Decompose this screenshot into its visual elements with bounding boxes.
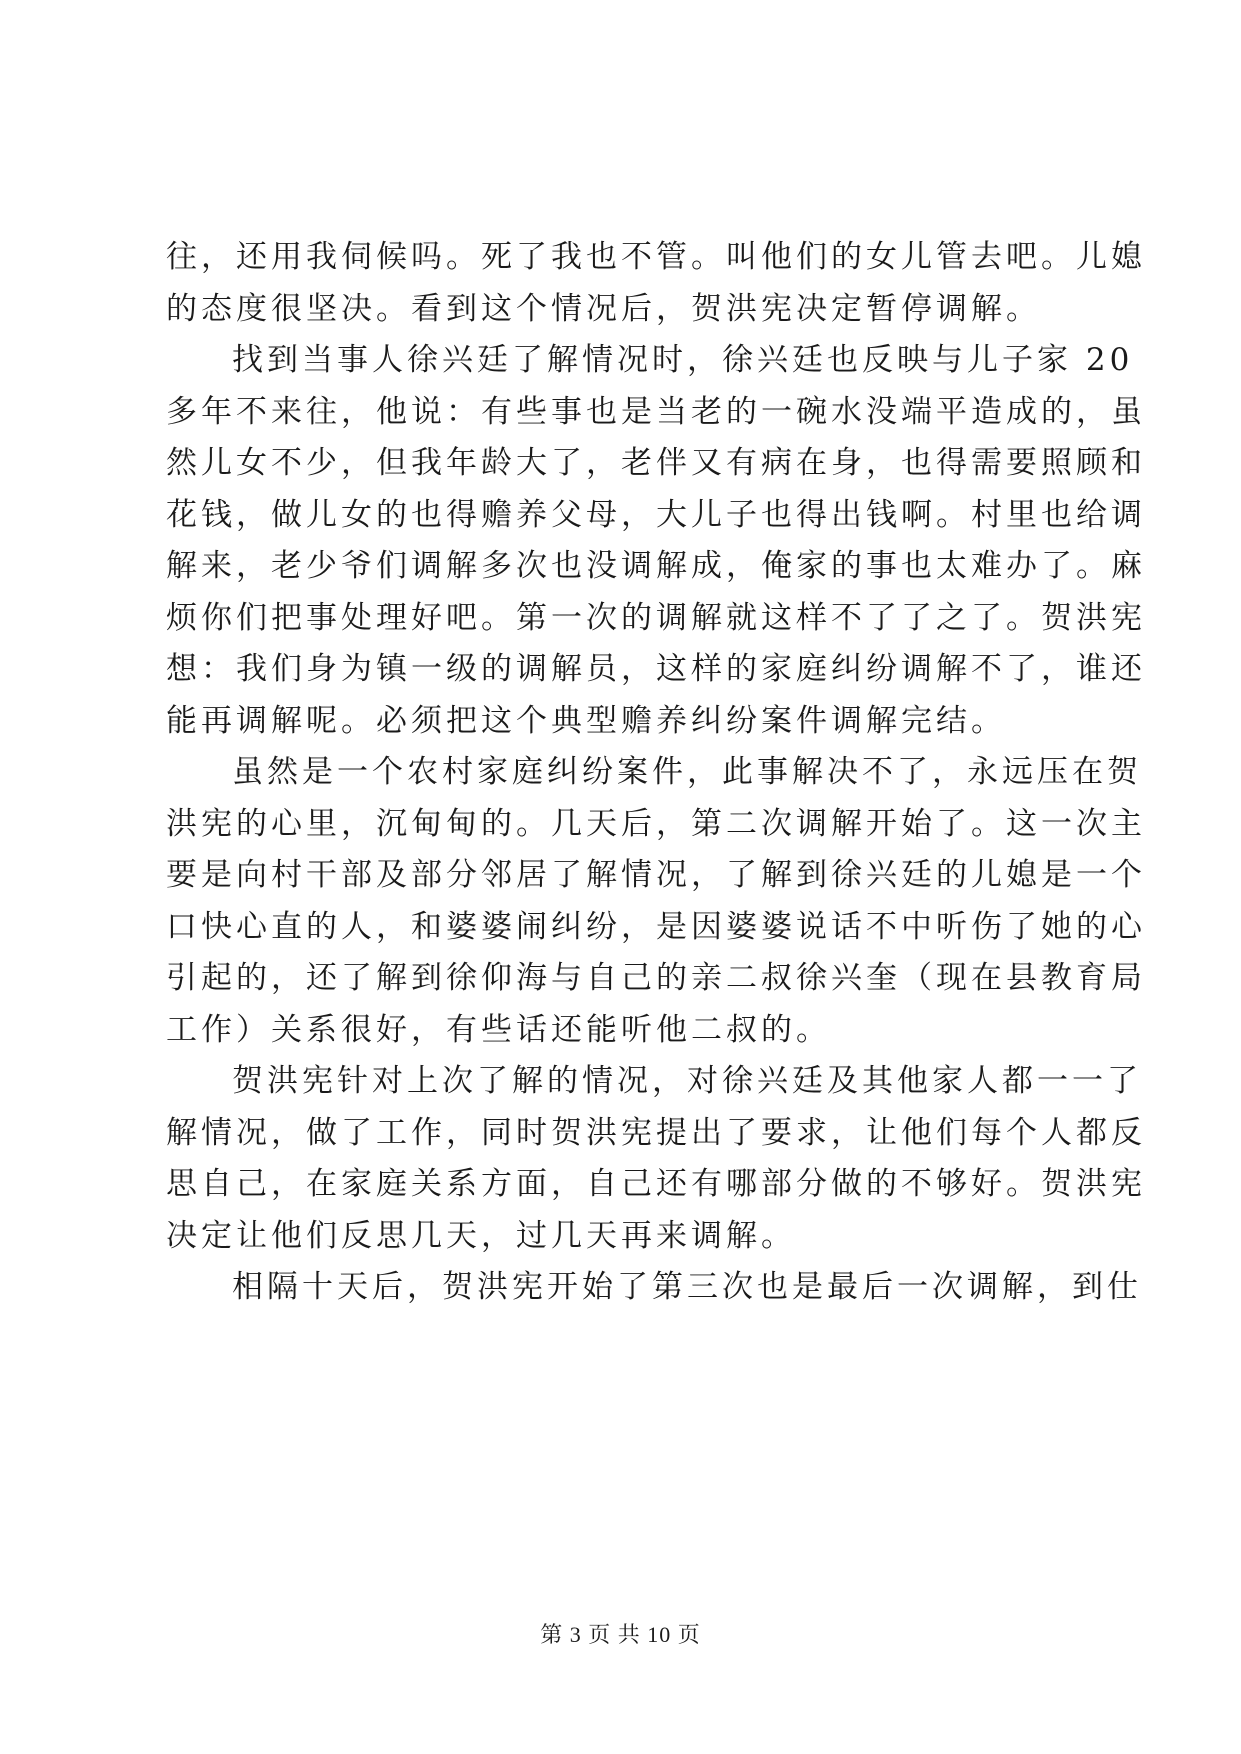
text-line: 然儿女不少，但我年龄大了，老伴又有病在身，也得需要照顾和 [166,445,1146,481]
text-line: 找到当事人徐兴廷了解情况时，徐兴廷也反映与儿子家 20 [232,342,1134,378]
text-line: 洪宪的心里，沉甸甸的。几天后，第二次调解开始了。这一次主 [166,805,1146,842]
text-line: 多年不来往，他说：有些事也是当老的一碗水没端平造成的，虽 [166,393,1146,430]
text-line: 口快心直的人，和婆婆闹纠纷，是因婆婆说话不中听伤了她的心 [166,908,1146,945]
text-line: 要是向村干部及部分邻居了解情况，了解到徐兴廷的儿媳是一个 [166,857,1146,893]
text-line: 思自己，在家庭关系方面，自己还有哪部分做的不够好。贺洪宪 [166,1166,1146,1202]
text-line: 解情况，做了工作，同时贺洪宪提出了要求，让他们每个人都反 [166,1114,1146,1151]
text-line: 花钱，做儿女的也得赡养父母，大儿子也得出钱啊。村里也给调 [166,496,1146,533]
text-line: 的态度很坚决。看到这个情况后，贺洪宪决定暂停调解。 [166,290,1041,327]
text-line: 想：我们身为镇一级的调解员，这样的家庭纠纷调解不了，谁还 [166,651,1146,687]
text-line: 解来，老少爷们调解多次也没调解成，俺家的事也太难办了。麻 [166,548,1146,584]
text-line: 能再调解呢。必须把这个典型赡养纠纷案件调解完结。 [166,702,1006,739]
document-body [166,232,1146,1314]
text-line: 相隔十天后，贺洪宪开始了第三次也是最后一次调解，到仕 [232,1269,1142,1305]
page-number-footer: 第 3 页 共 10 页 [540,1622,701,1647]
text-line: 决定让他们反思几天，过几天再来调解。 [166,1217,796,1254]
text-line: 工作）关系很好，有些话还能听他二叔的。 [166,1011,831,1048]
text-line: 虽然是一个农村家庭纠纷案件，此事解决不了，永远压在贺 [232,754,1142,790]
text-line: 引起的，还了解到徐仰海与自己的亲二叔徐兴奎（现在县教育局 [166,960,1146,996]
text-line: 往，还用我伺候吗。死了我也不管。叫他们的女儿管去吧。儿媳 [166,239,1146,275]
text-line: 贺洪宪针对上次了解的情况，对徐兴廷及其他家人都一一了 [232,1063,1142,1099]
text-line: 烦你们把事处理好吧。第一次的调解就这样不了了之了。贺洪宪 [166,599,1146,636]
